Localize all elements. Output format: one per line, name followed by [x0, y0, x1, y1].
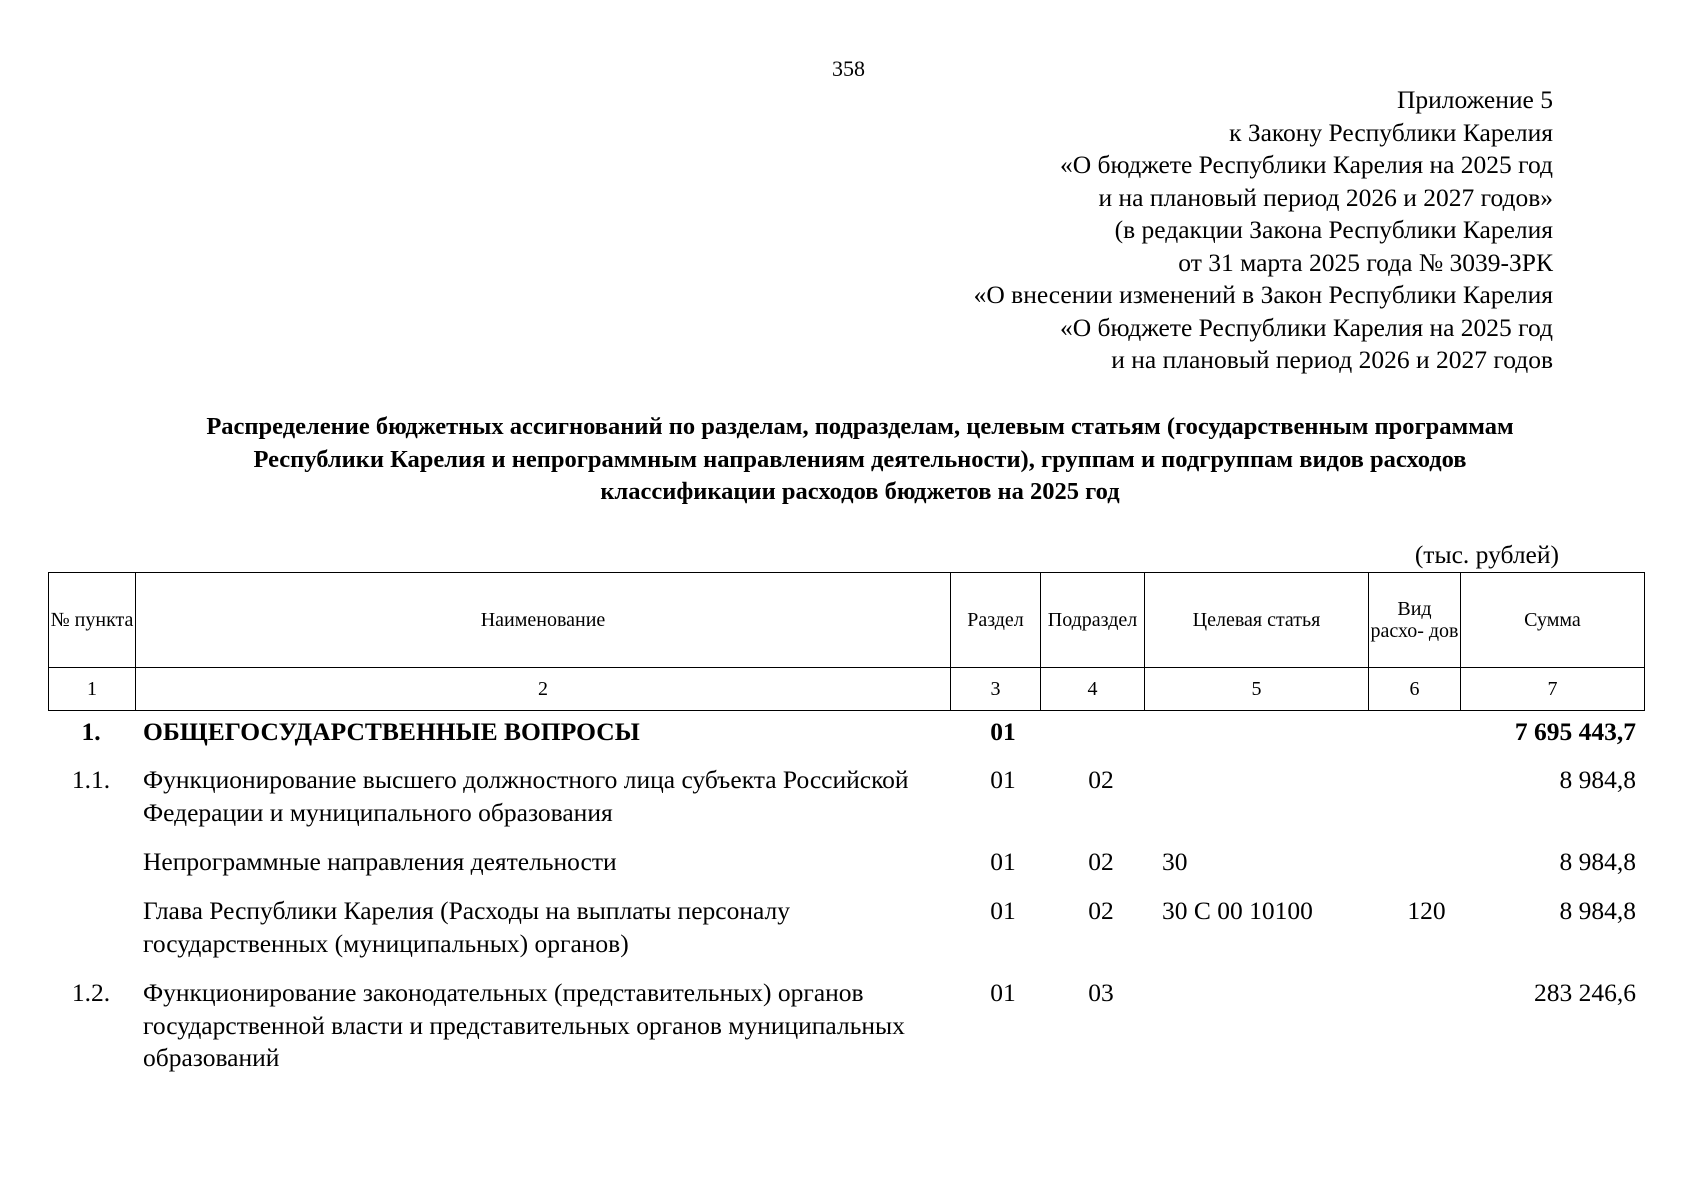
appendix-line: «О бюджете Республики Карелия на 2025 год — [1059, 150, 1553, 179]
row-name: Непрограммные направления деятельности — [143, 847, 617, 876]
title-line: классификации расходов бюджетов на 2025 год — [600, 478, 1120, 505]
header-vid: Вид расхо- дов — [1369, 573, 1461, 668]
row-number: 1. — [81, 717, 101, 746]
title-line: Распределение бюджетных ассигнований по разделам, подразделам, целевым статьям (государственным программам — [206, 413, 1514, 440]
title-line: Республики Карелия и непрограммным направлениям деятельности), группам и подгруппам видов расходов — [253, 445, 1467, 473]
row-podrazdel: 02 — [1088, 847, 1114, 876]
document-title — [100, 411, 1620, 509]
table-row — [0, 716, 1697, 764]
appendix-line: и на плановый период 2026 и 2027 годов» — [1098, 182, 1553, 212]
row-celevaya: 30 С 00 10100 — [1162, 896, 1313, 925]
row-podrazdel: 03 — [1088, 978, 1114, 1007]
appendix-line: (в редакции Закона Республики Карелия — [1114, 215, 1553, 244]
table-row — [0, 977, 1697, 1077]
appendix-line: «О внесении изменений в Закон Республики Карелия — [973, 280, 1553, 309]
table-row — [0, 846, 1697, 895]
header-celevaya: Целевая статья — [1145, 573, 1369, 668]
column-number: 2 — [136, 668, 951, 711]
row-name: Глава Республики Карелия (Расходы на выплаты персоналу государственных (муниципальных) органов) — [143, 896, 790, 958]
row-summa: 8 984,8 — [1559, 765, 1636, 794]
column-number: 7 — [1461, 668, 1645, 711]
table-row — [0, 764, 1697, 846]
table-row — [0, 895, 1697, 977]
header-podrazdel: Подраздел — [1041, 573, 1145, 668]
row-razdel: 01 — [990, 896, 1016, 925]
row-razdel: 01 — [990, 717, 1016, 746]
row-podrazdel: 02 — [1088, 896, 1114, 925]
appendix-line: «О бюджете Республики Карелия на 2025 год — [1059, 312, 1553, 342]
header-summa: Сумма — [1461, 573, 1645, 668]
row-summa: 7 695 443,7 — [1514, 717, 1636, 746]
row-number: 1.1. — [71, 765, 111, 794]
header-name: Наименование — [136, 573, 951, 668]
column-number: 1 — [49, 668, 136, 711]
appendix-line: и на плановый период 2026 и 2027 годов — [1111, 345, 1553, 374]
column-number: 4 — [1041, 668, 1145, 711]
table-body — [0, 716, 1697, 1077]
table-header — [48, 572, 1645, 711]
appendix-line: Приложение 5 — [1397, 85, 1553, 114]
appendix-reference — [974, 84, 1553, 377]
column-number: 3 — [951, 668, 1041, 711]
row-podrazdel: 02 — [1088, 765, 1114, 794]
row-name: Функционирование высшего должностного лица субъекта Российской Федерации и муниципального образования — [143, 765, 909, 827]
header-razdel: Раздел — [951, 573, 1041, 668]
row-razdel: 01 — [990, 765, 1016, 794]
header-num: № пункта — [49, 573, 136, 668]
appendix-line: от 31 марта 2025 года № 3039-ЗРК — [1178, 247, 1553, 277]
appendix-line: к Закону Республики Карелия — [1229, 117, 1553, 147]
row-razdel: 01 — [990, 847, 1016, 876]
page-number: 358 — [832, 56, 865, 81]
row-vid: 120 — [1407, 896, 1446, 925]
row-name: ОБЩЕГОСУДАРСТВЕННЫЕ ВОПРОСЫ — [143, 717, 640, 746]
row-summa: 8 984,8 — [1559, 847, 1636, 876]
row-summa: 283 246,6 — [1534, 978, 1636, 1007]
row-summa: 8 984,8 — [1559, 896, 1636, 925]
column-number: 6 — [1369, 668, 1461, 711]
row-razdel: 01 — [990, 978, 1016, 1007]
units-label: (тыс. рублей) — [1414, 540, 1559, 569]
column-number: 5 — [1145, 668, 1369, 711]
row-name: Функционирование законодательных (представительных) органов государственной власти и представительных органов муниципальных образований — [143, 978, 905, 1072]
row-celevaya: 30 — [1162, 847, 1188, 876]
row-number: 1.2. — [71, 978, 111, 1007]
